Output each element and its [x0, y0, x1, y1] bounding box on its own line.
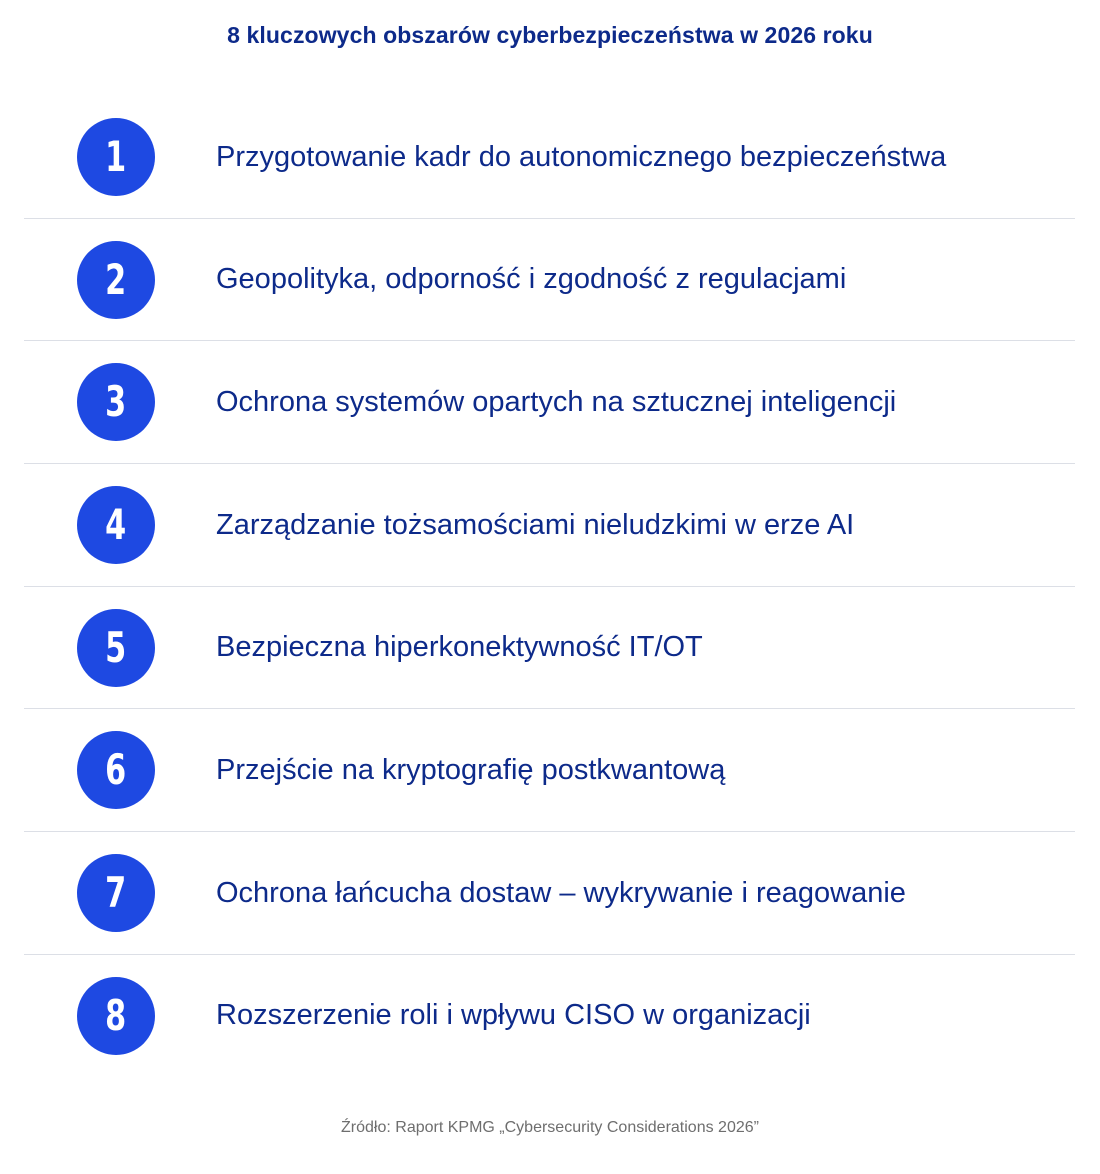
number-label: 7 [105, 868, 127, 918]
item-label: Geopolityka, odporność i zgodność z regulacjami [216, 263, 847, 296]
number-label: 5 [105, 622, 127, 672]
number-badge [77, 363, 155, 441]
number-label: 6 [105, 745, 127, 795]
number-badge [77, 241, 155, 319]
source-note: Źródło: Raport KPMG „Cybersecurity Considerations 2026” [341, 1119, 759, 1136]
number-badge [77, 609, 155, 687]
number-badge [77, 977, 155, 1055]
item-label: Rozszerzenie roli i wpływu CISO w organizacji [216, 999, 811, 1032]
page-title: 8 kluczowych obszarów cyberbezpieczeństwa w 2026 roku [227, 22, 873, 48]
list-item [24, 709, 1075, 832]
item-label: Zarządzanie tożsamościami nieludzkimi w erze AI [216, 508, 855, 541]
number-label: 2 [105, 254, 127, 304]
list-item [24, 464, 1075, 587]
item-label: Przejście na kryptografię postkwantową [216, 753, 726, 786]
list-item [24, 219, 1075, 342]
list-item [24, 955, 1075, 1078]
number-badge [77, 731, 155, 809]
list-item [24, 341, 1075, 464]
number-badge [77, 118, 155, 196]
item-label: Ochrona systemów opartych na sztucznej inteligencji [216, 385, 897, 418]
number-label: 8 [105, 990, 127, 1040]
number-label: 3 [105, 377, 127, 427]
item-label: Ochrona łańcucha dostaw – wykrywanie i reagowanie [216, 876, 906, 909]
number-badge [77, 486, 155, 564]
number-label: 1 [105, 132, 127, 181]
number-badge [77, 854, 155, 932]
list-item [24, 832, 1075, 955]
number-label: 4 [105, 500, 127, 550]
list-item [24, 96, 1075, 219]
item-label: Bezpieczna hiperkonektywność IT/OT [216, 631, 703, 664]
areas-list [24, 96, 1075, 1078]
item-label: Przygotowanie kadr do autonomicznego bezpieczeństwa [216, 140, 947, 173]
list-item [24, 587, 1075, 710]
